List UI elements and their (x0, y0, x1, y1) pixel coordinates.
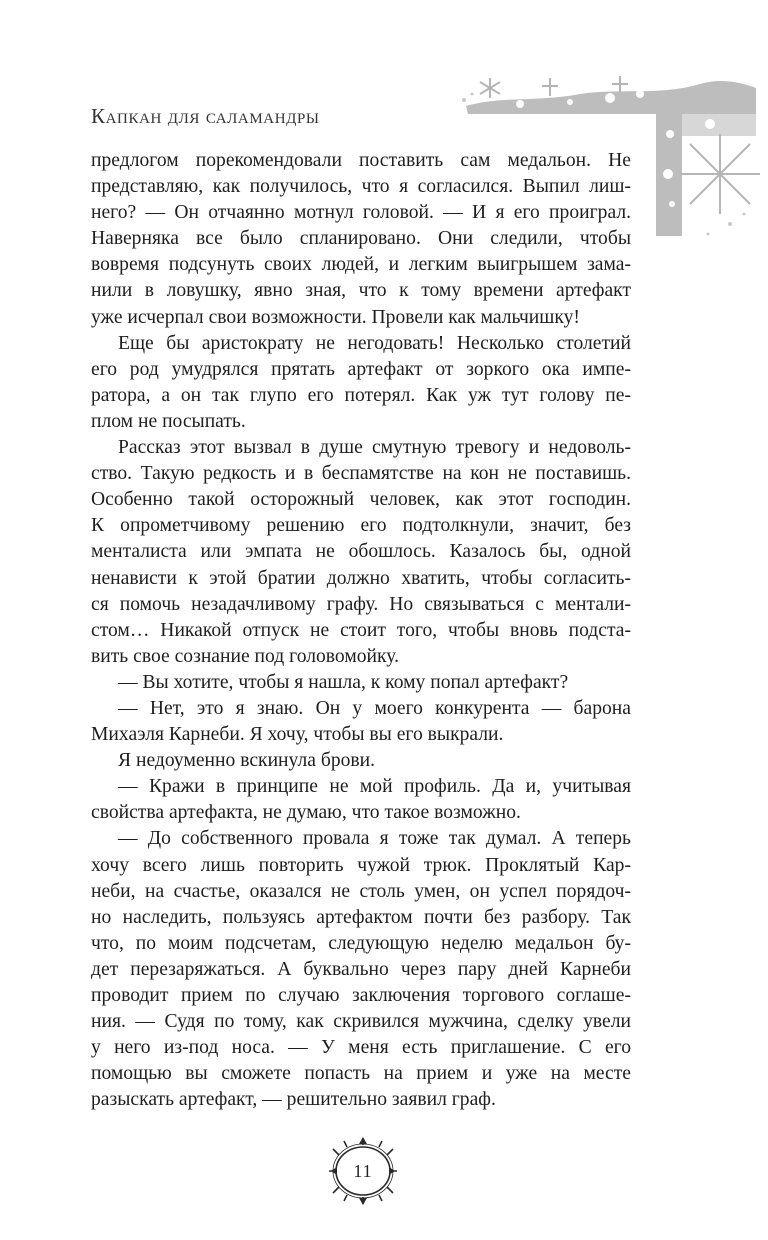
text-line: неби, на счастье, оказался не столь умен, он успел порядоч- (91, 880, 631, 902)
text-line: свойства артефакта, не думаю, что такое возможно. (91, 802, 521, 824)
text-line: Я недоуменно вскинула брови. (118, 750, 376, 772)
text-line: — Кражи в принципе не мой профиль. Да и, учитывая (118, 776, 631, 798)
text-line: дет перезаряжаться. А буквально через пару дней Карнеби (91, 958, 631, 980)
text-line: представляю, как получилось, что я согласился. Выпил лиш- (91, 176, 631, 198)
running-title: Капкан для саламандры (91, 104, 320, 128)
text-line: нили в ловушку, явно зная, что к тому времени артефакт (91, 280, 631, 302)
text-line: но наследить, пользуясь артефактом почти без разбору. Так (91, 906, 631, 928)
text-line: Еще бы аристократу не негодовать! Несколько столетий (118, 332, 631, 354)
body-text (91, 148, 631, 1113)
text-line: плом не посыпать. (91, 410, 246, 432)
text-line: предлогом порекомендовали поставить сам медальон. Не (91, 150, 631, 171)
text-line: хочу всего лишь повторить чужой трюк. Проклятый Кар- (91, 854, 631, 876)
text-line: его род умудрялся прятать артефакт от зоркого ока импе- (91, 358, 631, 380)
text-line: вить свое сознание под головомойку. (91, 645, 400, 667)
text-line: ратора, а он так глупо его потерял. Как уж тут голову пе- (91, 384, 631, 406)
text-line: Михаэля Карнеби. Я хочу, чтобы вы его выкрали. (91, 724, 504, 746)
text-line: Наверняка все было спланировано. Они следили, чтобы (91, 228, 631, 250)
text-line: что, по моим подсчетам, следующую неделю медальон бу- (91, 932, 631, 954)
text-line: ния. — Судя по тому, как скривился мужчина, сделку увели (91, 1011, 631, 1033)
text-line: проводит прием по случаю заключения торгового соглаше- (91, 985, 631, 1006)
text-line: него? — Он отчаянно мотнул головой. — И я его проиграл. (91, 202, 631, 224)
text-line: стом… Никакой отпуск не стоит того, чтобы вновь подста- (91, 619, 631, 641)
text-line: — До собственного провала я тоже так думал. А теперь (118, 828, 631, 850)
text-line: — Вы хотите, чтобы я нашла, к кому попал артефакт? (118, 671, 569, 693)
text-line: уже исчерпал свои возможности. Провели как мальчишку! (91, 306, 580, 328)
text-line: помощью вы сможете попасть на прием и уже на месте (91, 1063, 631, 1085)
text-line: Рассказ этот вызвал в душе смутную тревогу и недоволь- (118, 437, 631, 459)
text-line: ненависти к этой братии должно хватить, чтобы согласить- (91, 567, 631, 589)
page-number-ornament (325, 1133, 401, 1209)
text-line: К опрометчивому решению его подтолкнули, значит, без (91, 515, 631, 537)
text-line: вовремя подсунуть своих людей, и легким выигрышем зама- (91, 254, 631, 276)
text-line: — Нет, это я знаю. Он у моего конкурента — барона (118, 697, 631, 719)
text-line: разыскать артефакт, — решительно заявил граф. (91, 1089, 496, 1111)
text-line: Особенно такой осторожный человек, как этот господин. (91, 489, 631, 511)
page-number: 11 (353, 1160, 373, 1181)
text-line: менталиста или эмпата не обошлось. Казалось бы, одной (91, 541, 631, 563)
text-line: у него из-под носа. — У меня есть приглашение. С его (91, 1037, 631, 1059)
text-line: ство. Такую редкость и в беспамятстве на кон не поставишь. (91, 463, 631, 485)
text-line: ся помочь незадачливому графу. Но связываться с ментали- (91, 593, 631, 615)
